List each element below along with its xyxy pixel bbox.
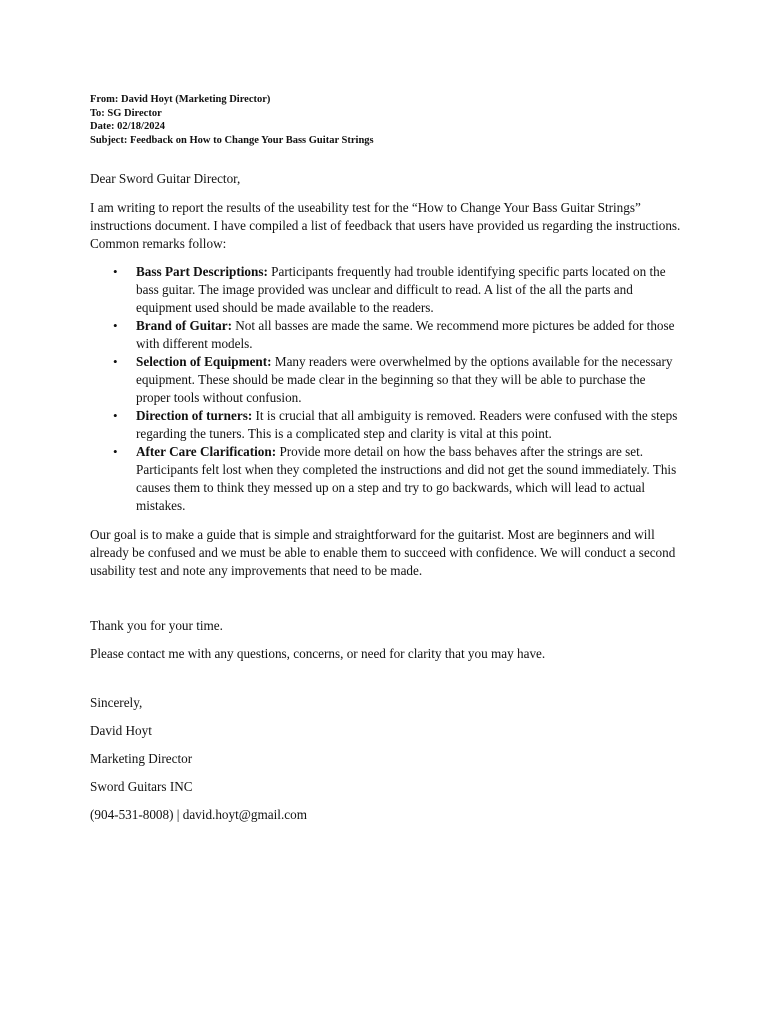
bullet-icon: • [113,444,118,459]
bullet-icon: • [113,318,118,333]
feedback-item-text: It is crucial that all ambiguity is removed. Readers were confused with the steps regarding the tuners. This is a complicated step and clarity is vital at this point. [136,408,678,441]
feedback-item-title: Brand of Guitar: [136,318,232,333]
from-line: From: David Hoyt (Marketing Director) [90,94,271,105]
feedback-item [113,353,682,407]
feedback-item-title: After Care Clarification: [136,444,277,459]
feedback-item [113,317,682,353]
letter-page [90,93,682,824]
signer-title: Marketing Director [90,751,193,766]
contact-line: Please contact me with any questions, concerns, or need for clarity that you may have. [90,646,546,661]
feedback-item-text: Many readers were overwhelmed by the options available for the necessary equipment. These should be made clear in the beginning so that they will be able to purchase the proper tools without confusion. [136,354,673,405]
thanks-line: Thank you for your time. [90,618,223,633]
signer-company: Sword Guitars INC [90,779,193,794]
bullet-icon: • [113,264,118,279]
closing-line: Sincerely, [90,695,143,710]
feedback-item [113,443,682,515]
feedback-list [90,263,682,515]
to-line: To: SG Director [90,107,162,119]
feedback-item [113,263,682,317]
feedback-item-title: Selection of Equipment: [136,354,272,369]
feedback-item-title: Bass Part Descriptions: [136,264,268,279]
feedback-item-text: Not all basses are made the same. We recommend more pictures be added for those with different models. [136,318,675,351]
feedback-item-text: Participants frequently had trouble identifying specific parts located on the bass guitar. The image provided was unclear and difficult to read. A list of the all the parts and equipment used should be made available to the readers. [136,264,666,315]
goal-paragraph: Our goal is to make a guide that is simple and straightforward for the guitarist. Most are beginners and will already be confused and we must be able to enable them to succeed with confidence. We will conduct a second usability test and note any improvements that need to be made. [90,527,676,578]
memo-header [90,93,682,147]
feedback-item [113,407,682,443]
signer-contact-info: (904-531-8008) | david.hoyt@gmail.com [90,807,307,822]
date-line: Date: 02/18/2024 [90,121,165,132]
bullet-icon: • [113,408,118,423]
bullet-icon: • [113,354,118,369]
salutation: Dear Sword Guitar Director, [90,171,241,186]
subject-line: Subject: Feedback on How to Change Your Bass Guitar Strings [90,134,374,146]
intro-paragraph: I am writing to report the results of the useability test for the “How to Change Your Bass Guitar Strings” instructions document. I have compiled a list of feedback that users have provided us regarding the instructions. Common remarks follow: [90,200,681,251]
feedback-item-text: Provide more detail on how the bass behaves after the strings are set. Participants felt lost when they completed the instructions and did not get the sound immediately. This causes them to think they messed up on a step and try to go backwards, which will lead to actual mistakes. [136,444,677,513]
feedback-item-title: Direction of turners: [136,408,253,423]
signer-name: David Hoyt [90,723,152,738]
